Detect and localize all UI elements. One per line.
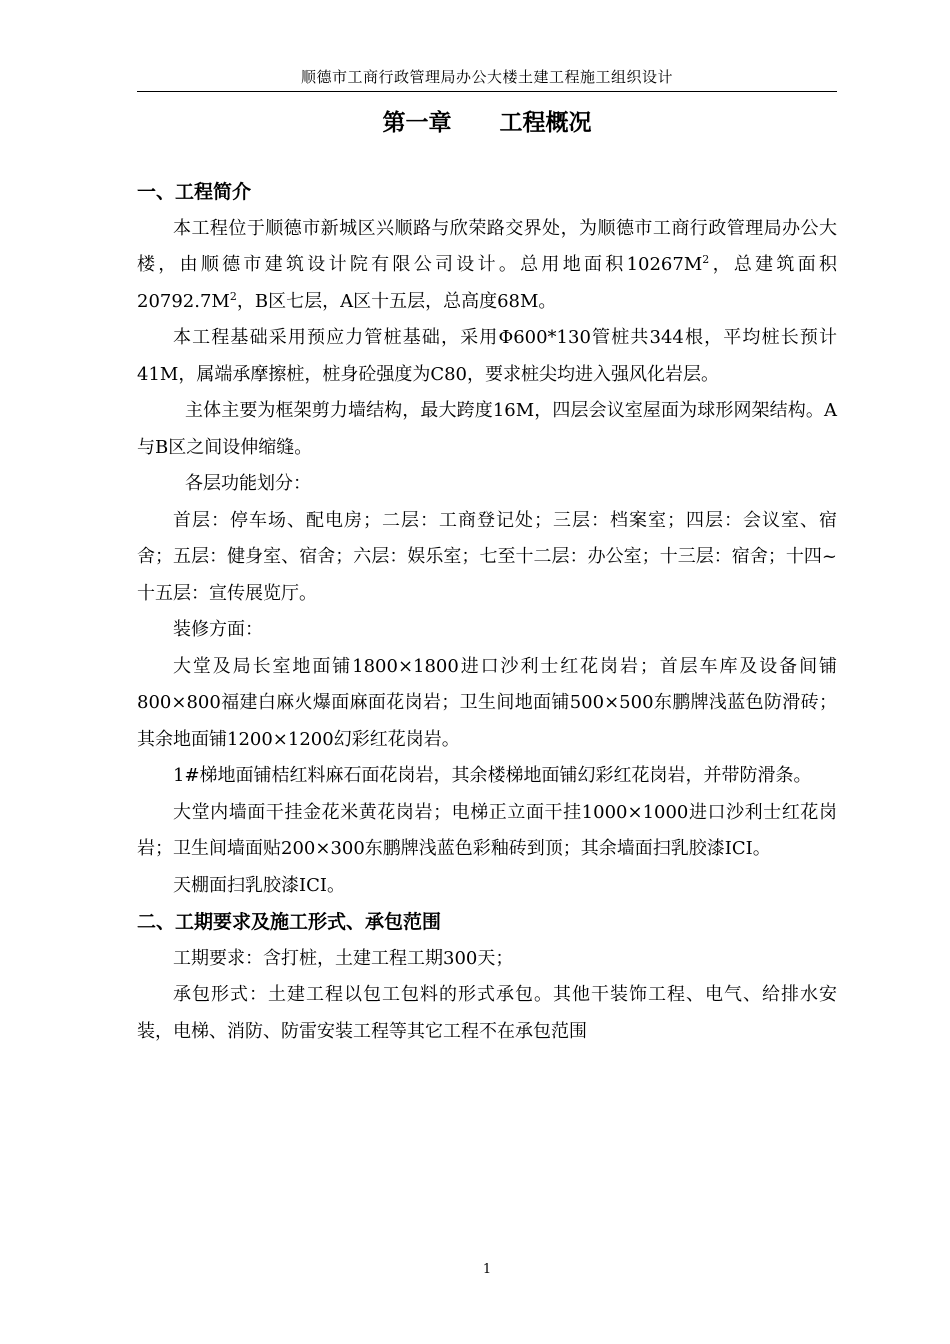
paragraph-floor-functions: 首层：停车场、配电房；二层：工商登记处；三层：档案室；四层：会议室、宿舍；五层：健身室、宿舍；六层：娱乐室；七至十二层：办公室；十三层：宿舍；十四~十五层：宣传展览厅。 [137, 509, 837, 604]
page-number: 1 [482, 1262, 492, 1277]
section-heading-project-overview: 一、工程简介 [137, 181, 252, 203]
document-body [137, 174, 837, 1050]
section-heading-schedule-contract: 二、工期要求及施工形式、承包范围 [137, 911, 442, 933]
paragraph-foundation: 本工程基础采用预应力管桩基础，采用Φ600*130管桩共344根，平均桩长预计41M，属端承摩擦桩，桩身砼强度为C80，要求桩尖均进入强风化岩层。 [137, 327, 837, 385]
paragraph-project-location: 本工程位于顺德市新城区兴顺路与欣荣路交界处，为顺德市工商行政管理局办公大楼，由顺德市建筑设计院有限公司设计。总用地面积$10267M^2$，总建筑面积$20792.7M^2$，B区七层，A区十五层，总高度68M。 [137, 217, 837, 312]
paragraph-ceiling-finishes: 天棚面扫乳胶漆ICI。 [173, 874, 345, 896]
chapter-title: 第一章 工程概况 [382, 109, 592, 136]
paragraph-decoration-label: 装修方面： [173, 619, 263, 640]
paragraph-structure: 主体主要为框架剪力墙结构，最大跨度16M，四层会议室屋面为球形网架结构。A与B区之间设伸缩缝。 [137, 400, 837, 458]
paragraph-contract-form: 承包形式：土建工程以包工包料的形式承包。其他干装饰工程、电气、给排水安装，电梯、消防、防雷安装工程等其它工程不在承包范围 [137, 984, 837, 1042]
header-divider [137, 91, 837, 92]
paragraph-wall-finishes: 大堂内墙面干挂金花米黄花岗岩；电梯正立面干挂1000×1000进口沙利士红花岗岩；卫生间墙面贴200×300东鹏牌浅蓝色彩釉砖到顶；其余墙面扫乳胶漆ICI。 [137, 801, 837, 859]
running-header: 顺德市工商行政管理局办公大楼土建工程施工组织设计 [300, 68, 673, 86]
paragraph-schedule: 工期要求：含打桩，土建工程工期300天； [173, 947, 514, 969]
paragraph-stair-finishes: 1#梯地面铺桔红料麻石面花岗岩，其余楼梯地面铺幻彩红花岗岩，并带防滑条。 [173, 765, 812, 786]
paragraph-floor-finishes: 大堂及局长室地面铺1800×1800进口沙利士红花岗岩；首层车库及设备间铺800×800福建白麻火爆面麻面花岗岩；卫生间地面铺500×500东鹏牌浅蓝色防滑砖；其余地面铺1200×1200幻彩红花岗岩。 [137, 655, 837, 750]
paragraph-floor-functions-label: 各层功能划分： [185, 473, 311, 494]
